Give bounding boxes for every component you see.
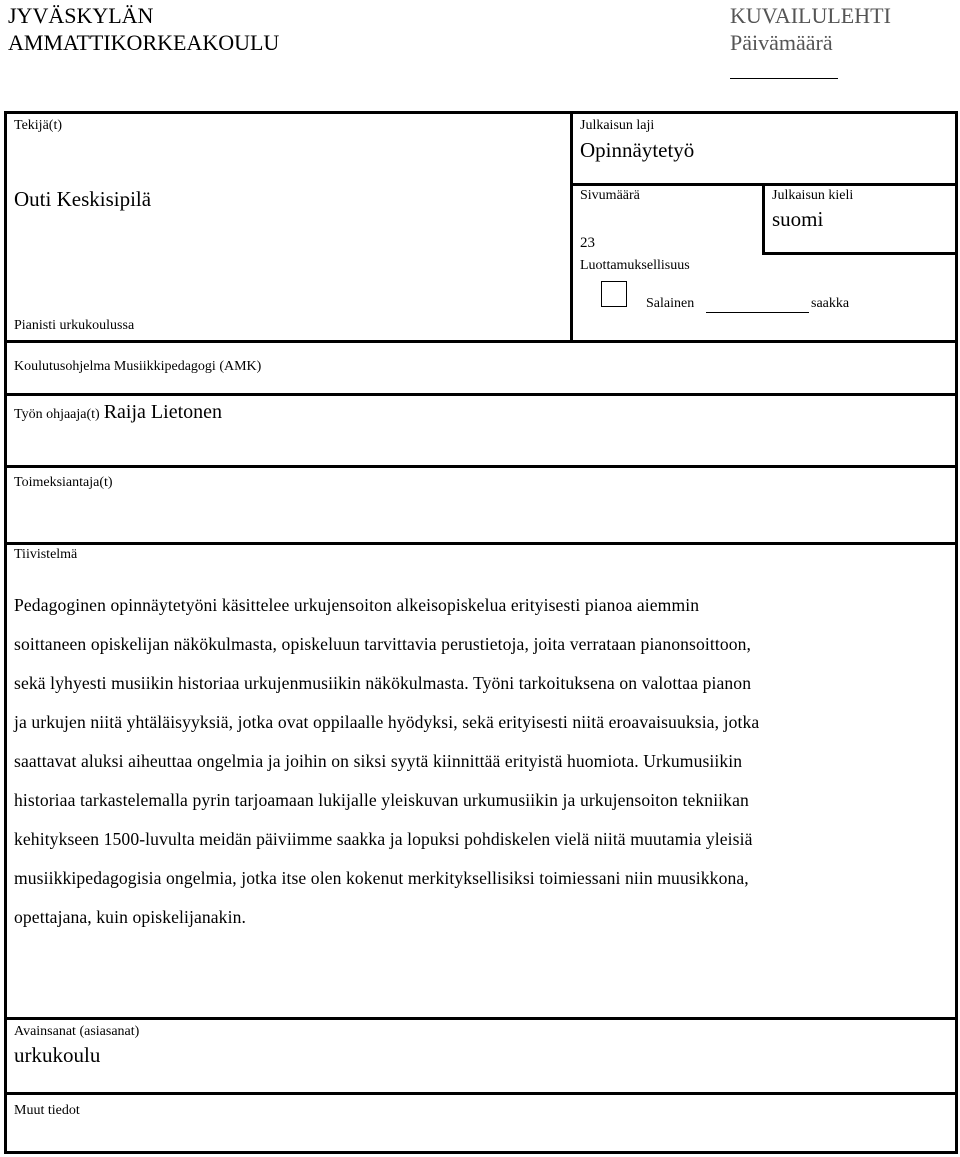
supervisor-value: Raija Lietonen: [103, 401, 223, 423]
abstract-line: ja urkujen niitä yhtäläisyyksiä, jotka ovat oppilaalle hyödyksi, sekä erityisesti niitä eroavaisuuksia, jotka: [14, 712, 760, 732]
language-bottom: [762, 252, 958, 255]
program-bottom: [4, 393, 958, 396]
supervisor-row: [14, 401, 222, 424]
abstract-label: Tiivistelmä: [14, 547, 78, 562]
pages-language-divider: [762, 183, 765, 255]
abstract-line: kehitykseen 1500-luvulta meidän päiviimme saakka ja lopuksi pohdiskelen vielä niitä muutamia yleisiä: [14, 829, 753, 849]
abstract-bottom: [4, 1017, 958, 1020]
language-value: suomi: [772, 207, 824, 231]
institution-name: [8, 2, 279, 56]
supervisor-bottom: [4, 465, 958, 468]
pages-value: 23: [580, 235, 595, 251]
institution-line-1: JYVÄSKYLÄN: [8, 3, 154, 28]
date-underline: [730, 78, 838, 79]
abstract-line: saattavat aluksi aiheuttaa ongelmia ja joihin on siksi syytä kiinnittää erityistä huomiota. Urkumusiikin: [14, 751, 743, 771]
commissioner-label: Toimeksiantaja(t): [14, 475, 113, 490]
publication-type-label: Julkaisun laji: [580, 118, 655, 133]
supervisor-label: Työn ohjaaja(t): [14, 407, 100, 422]
institution-line-2: AMMATTIKORKEAKOULU: [8, 30, 280, 55]
abstract-line: opettajana, kuin opiskelijanakin.: [14, 907, 246, 927]
author-label: Tekijä(t): [14, 118, 62, 133]
publication-type-value: Opinnäytetyö: [580, 138, 695, 162]
language-label: Julkaisun kieli: [772, 188, 854, 203]
secret-checkbox[interactable]: [601, 281, 627, 307]
abstract-line: historiaa tarkastelemalla pyrin tarjoamaan lukijalle yleiskuvan urkumusiikin ja urkujensoiton tekniikan: [14, 790, 749, 810]
secret-until-underline: [706, 312, 809, 313]
column-divider: [570, 111, 573, 343]
secret-label: Salainen: [646, 296, 695, 311]
keywords-value: urkukoulu: [14, 1043, 101, 1067]
date-label: Päivämäärä: [730, 30, 833, 55]
top-block-bottom: [4, 340, 958, 343]
thesis-title: Pianisti urkukoulussa: [14, 318, 135, 333]
doc-header: [730, 2, 891, 56]
confidentiality-label: Luottamuksellisuus: [580, 258, 690, 273]
other-info-label: Muut tiedot: [14, 1103, 80, 1118]
abstract-line: musiikkipedagogisia ongelmia, jotka itse olen kokenut merkityksellisiksi toimiessani niin muusikkona,: [14, 868, 749, 888]
program-label: Koulutusohjelma Musiikkipedagogi (AMK): [14, 359, 262, 374]
abstract-line: soittaneen opiskelijan näkökulmasta, opiskeluun tarvittavia perustietoja, joita verrataan pianonsoittoon,: [14, 634, 752, 654]
keywords-label: Avainsanat (asiasanat): [14, 1024, 140, 1039]
commissioner-bottom: [4, 542, 958, 545]
doc-type: KUVAILULEHTI: [730, 3, 891, 28]
until-label: saakka: [811, 296, 850, 311]
author-value: Outi Keskisipilä: [14, 187, 152, 211]
pages-label: Sivumäärä: [580, 188, 640, 203]
abstract-text: [14, 586, 949, 937]
abstract-line: Pedagoginen opinnäytetyöni käsittelee urkujensoiton alkeisopiskelua erityisesti pianoa aiemmin: [14, 595, 700, 615]
abstract-line: sekä lyhyesti musiikin historiaa urkujenmusiikin näkökulmasta. Työni tarkoituksena on valottaa pianon: [14, 673, 752, 693]
keywords-bottom: [4, 1092, 958, 1095]
